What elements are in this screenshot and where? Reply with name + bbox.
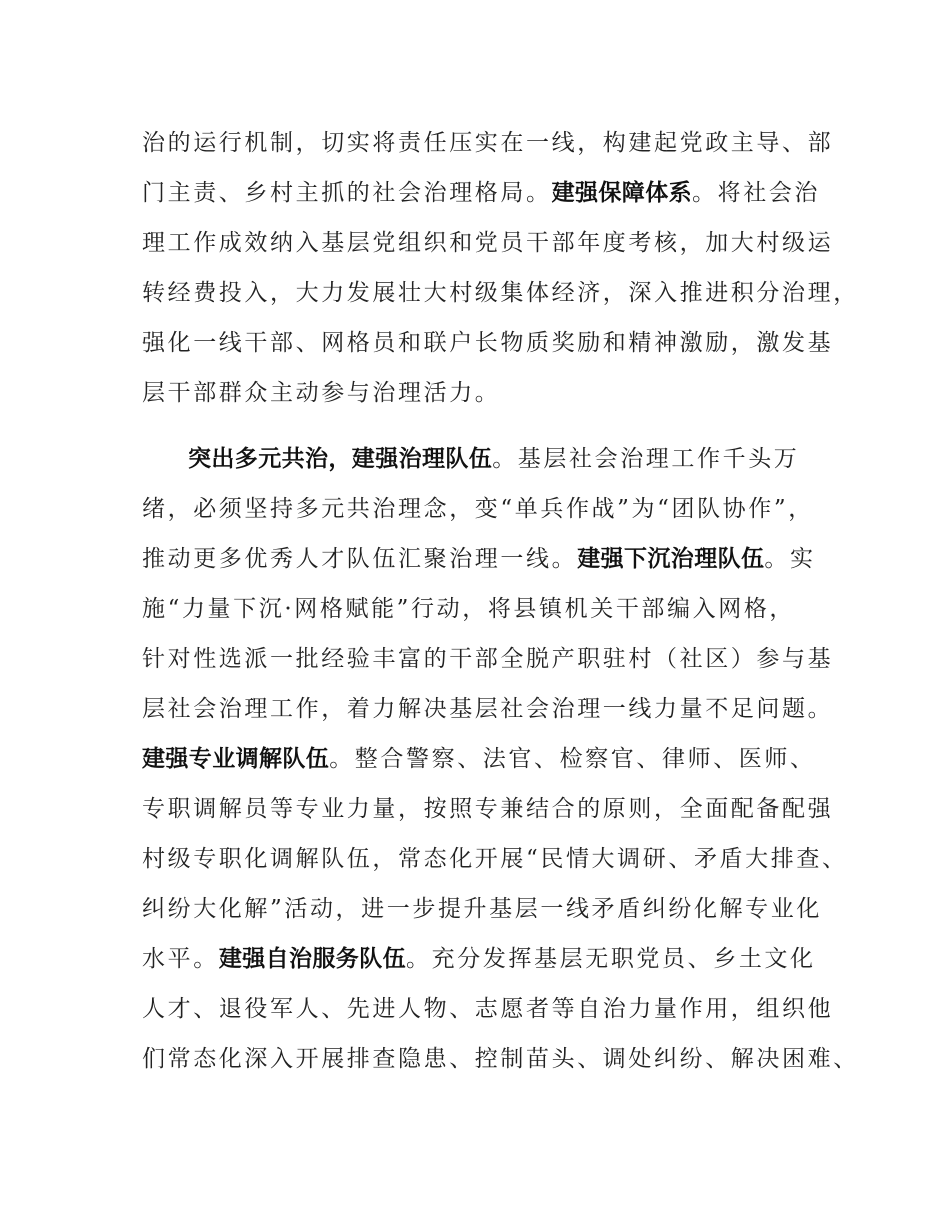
text-span: 纠纷大化解”活动，进一步提升基层一线矛盾纠纷化解专业化 [142, 896, 822, 922]
text-line [142, 684, 832, 734]
text-span: 村级专职化调解队伍，常态化开展“民情大调研、矛盾大排查、 [142, 846, 848, 872]
text-span: 专职调解员等专业力量，按照专兼结合的原则，全面配备配强 [142, 796, 834, 822]
bold-heading-span: 突出多元共治，建强治理队伍 [188, 446, 493, 472]
bold-heading-span: 建强保障体系 [551, 180, 693, 206]
text-line [142, 734, 832, 784]
text-line [142, 784, 832, 834]
text-span: 。基层社会治理工作千头万 [492, 446, 800, 472]
text-span: 针对性选派一批经验丰富的干部全脱产职驻村（社区）参与基 [142, 646, 834, 672]
text-line [142, 268, 859, 318]
text-line [142, 1034, 859, 1084]
text-line [188, 434, 832, 484]
text-line [142, 218, 832, 268]
text-line [142, 834, 848, 884]
text-span: 理工作成效纳入基层党组织和党员干部年度考核，加大村级运 [142, 230, 834, 256]
bold-heading-span: 建强下沉治理队伍 [577, 546, 765, 572]
text-span: 层社会治理工作，着力解决基层社会治理一线力量不足问题。 [142, 696, 834, 722]
text-span: 。整合警察、法官、检察官、律师、医师、 [329, 746, 816, 772]
text-span: 门主责、乡村主抓的社会治理格局。 [142, 180, 552, 206]
text-line [142, 118, 832, 168]
text-line [142, 984, 832, 1034]
text-line [142, 634, 832, 684]
text-line [142, 534, 832, 584]
text-span: 转经费投入，大力发展壮大村级集体经济，深入推进积分治理， [142, 280, 859, 306]
text-line [142, 168, 832, 218]
text-span: 层干部群众主动参与治理活力。 [142, 380, 501, 406]
text-span: 治的运行机制，切实将责任压实在一线，构建起党政主导、部 [142, 130, 834, 156]
text-line [142, 584, 832, 634]
text-span: 人才、退役军人、先进人物、志愿者等自治力量作用，组织他 [142, 996, 834, 1022]
text-line [142, 318, 832, 368]
text-line [142, 368, 832, 418]
text-line [142, 884, 832, 934]
text-span: 绪，必须坚持多元共治理念，变“单兵作战”为“团队协作”， [142, 496, 814, 522]
text-line [142, 934, 832, 984]
text-span: 水平。 [142, 946, 219, 972]
text-span: 。充分发挥基层无职党员、乡土文化 [406, 946, 816, 972]
text-span: 施“力量下沉·网格赋能”行动，将县镇机关干部编入网格， [142, 596, 796, 622]
text-span: 。实 [764, 546, 816, 572]
bold-heading-span: 建强自治服务队伍 [218, 946, 407, 972]
bold-heading-span: 建强专业调解队伍 [142, 746, 330, 772]
text-line [142, 484, 832, 534]
text-span: 推动更多优秀人才队伍汇聚治理一线。 [142, 546, 578, 572]
text-span: 们常态化深入开展排查隐患、控制苗头、调处纠纷、解决困难、 [142, 1046, 859, 1072]
text-span: 强化一线干部、网格员和联户长物质奖励和精神激励，激发基 [142, 330, 834, 356]
text-span: 。将社会治 [692, 180, 821, 206]
